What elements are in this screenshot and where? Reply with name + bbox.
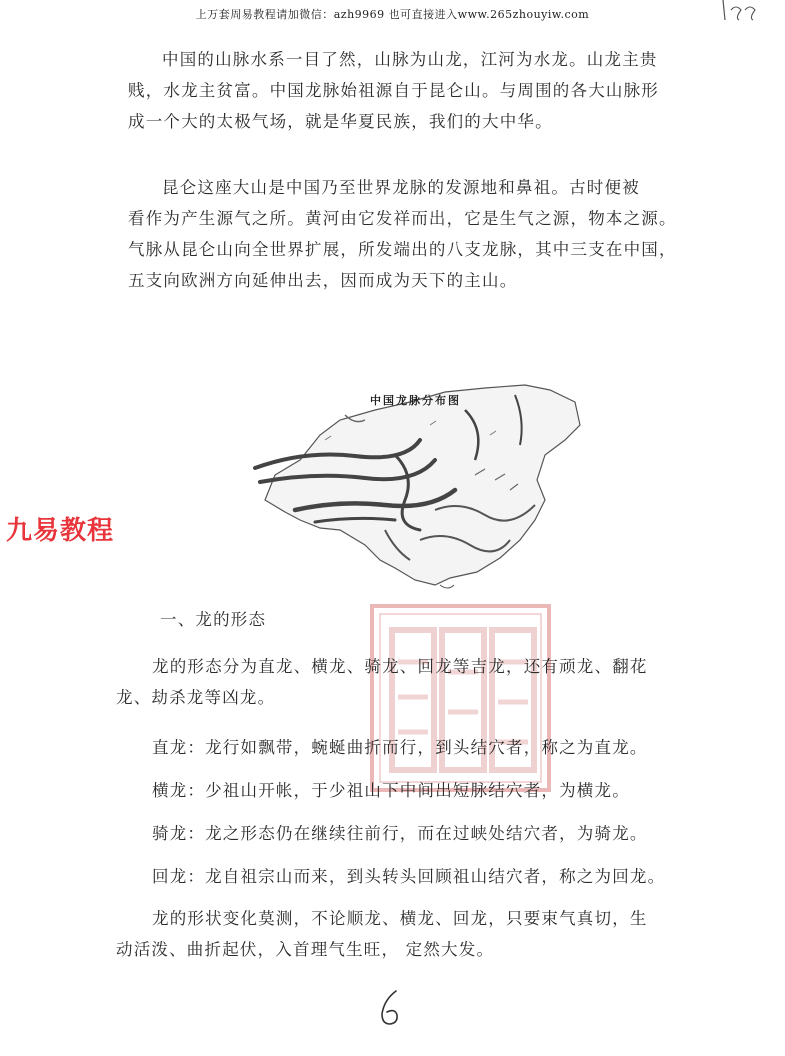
china-dragon-vein-map — [245, 380, 585, 595]
text-line: 贱，水龙主贫富。中国龙脉始祖源自于昆仑山。与周围的各大山脉形 — [128, 81, 659, 100]
intro-paragraph-1 — [128, 44, 659, 137]
text-line: 中国的山脉水系一目了然，山脉为山龙，江河为水龙。山龙主贵 — [162, 50, 658, 69]
text-line: 气脉从昆仑山向全世界扩展，所发端出的八支龙脉，其中三支在中国， — [128, 240, 677, 259]
intro-paragraph-2 — [128, 172, 677, 296]
section-intro — [116, 651, 648, 713]
watermark-logo-text: 九易教程 — [6, 516, 115, 546]
map-title: 中国龙脉分布图 — [370, 394, 461, 407]
text-line: 龙的形态分为直龙、横龙、骑龙、回龙等吉龙，还有顽龙、翻花 — [152, 657, 648, 676]
text-line: 动活泼、曲折起伏，入首理气生旺， 定然大发。 — [116, 940, 495, 959]
section-heading: 一、龙的形态 — [160, 610, 267, 629]
text-line: 看作为产生源气之所。黄河由它发祥而出，它是生气之源，物本之源。 — [128, 209, 677, 228]
page-number-text: 6 — [376, 988, 377, 989]
text-line: 昆仑这座大山是中国乃至世界龙脉的发源地和鼻祖。古时便被 — [162, 178, 640, 197]
qi-long-paragraph: 骑龙：龙之形态仍在继续往前行，而在过峡处结穴者，为骑龙。 — [152, 824, 648, 843]
closing-paragraph — [116, 903, 648, 965]
text-line: 五支向欧洲方向延伸出去，因而成为天下的主山。 — [128, 271, 518, 290]
heng-long-paragraph: 横龙：少祖山开帐，于少祖山下中间出短脉结穴者，为横龙。 — [152, 781, 630, 800]
page-number — [376, 988, 404, 1028]
corner-handwriting-mark — [717, 0, 767, 22]
page-header-text: 上万套周易教程请加微信：azh9969 也可直接进入www.265zhouyiw.com — [195, 8, 590, 21]
text-line: 龙的形状变化莫测，不论顺龙、横龙、回龙，只要束气真切，生 — [152, 909, 648, 928]
zhi-long-paragraph: 直龙：龙行如飘带，蜿蜒曲折而行，到头结穴者，称之为直龙。 — [152, 738, 648, 757]
text-line: 龙、劫杀龙等凶龙。 — [116, 688, 276, 707]
hui-long-paragraph: 回龙：龙自祖宗山而来，到头转头回顾祖山结穴者，称之为回龙。 — [152, 867, 666, 886]
text-line: 成一个大的太极气场，就是华夏民族，我们的大中华。 — [128, 112, 553, 131]
